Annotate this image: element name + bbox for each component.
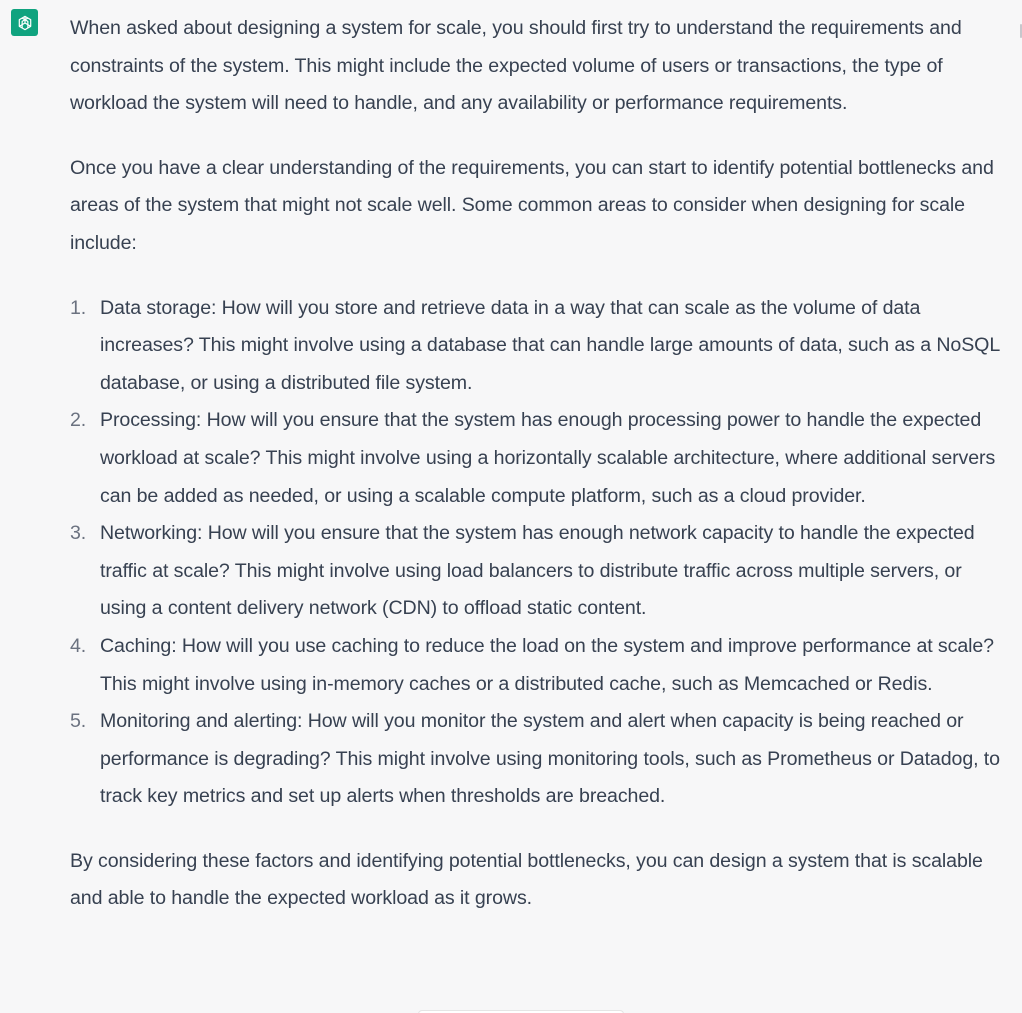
list-item	[70, 703, 1010, 816]
list-item-text: Data storage: How will you store and retrieve data in a way that can scale as the volume of data increases? This might involve using a database that can handle large amounts of data, such as a NoSQL database, or using a distributed file system.	[100, 296, 1000, 394]
openai-logo-icon	[16, 14, 34, 32]
list-item-text: Processing: How will you ensure that the system has enough processing power to handle the expected workload at scale? This might involve using a horizontally scalable architecture, where additional servers can be added as needed, or using a scalable compute platform, such as a cloud provider.	[100, 409, 996, 507]
list-item	[70, 515, 1010, 628]
assistant-avatar	[11, 9, 38, 36]
list-item	[70, 628, 1010, 703]
list-item-text: Networking: How will you ensure that the system has enough network capacity to handle the expected traffic at scale? This might involve using load balancers to distribute traffic across multiple servers, or using a content delivery network (CDN) to offload static content.	[100, 522, 975, 620]
assistant-message	[70, 10, 1010, 918]
list-number: 4.	[70, 634, 87, 657]
list-item-text: Monitoring and alerting: How will you monitor the system and alert when capacity is being reached or performance is degrading? This might involve using monitoring tools, such as Prometheus or Datadog, to track key metrics and set up alerts when thresholds are breached.	[100, 710, 1000, 808]
list-number: 1.	[70, 296, 87, 319]
list-number: 5.	[70, 710, 87, 733]
considerations-list	[70, 290, 1010, 816]
list-item	[70, 402, 1010, 515]
conclusion-paragraph: By considering these factors and identifying potential bottlenecks, you can design a system that is scalable and able to handle the expected workload as it grows.	[70, 849, 983, 910]
list-item-text: Caching: How will you use caching to reduce the load on the system and improve performance at scale? This might involve using in-memory caches or a distributed cache, such as Memcached or Redis.	[100, 634, 994, 695]
context-paragraph: Once you have a clear understanding of the requirements, you can start to identify potential bottlenecks and areas of the system that might not scale well. Some common areas to consider when designing for scale include:	[70, 156, 994, 254]
list-item	[70, 290, 1010, 403]
list-number: 3.	[70, 522, 87, 545]
intro-paragraph: When asked about designing a system for scale, you should first try to understand the requirements and constraints of the system. This might include the expected volume of users or transactions, the type of workload the system will need to handle, and any availability or performance requirements.	[70, 17, 962, 115]
list-number: 2.	[70, 409, 87, 432]
